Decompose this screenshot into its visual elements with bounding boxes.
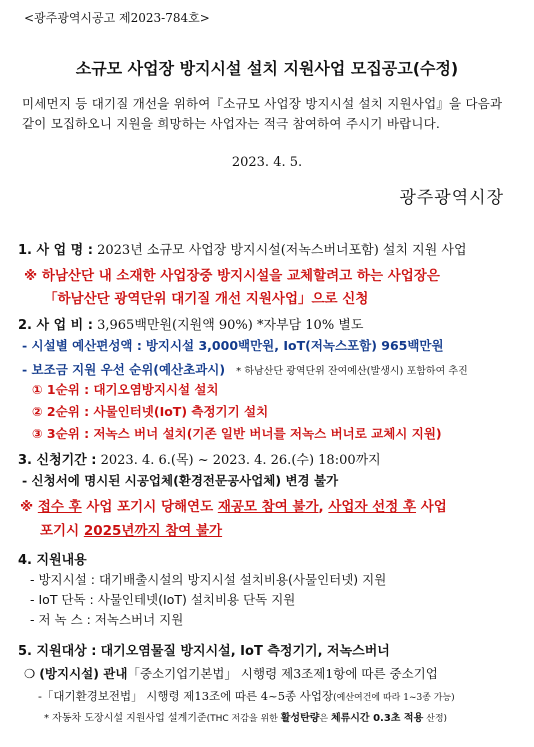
priority-label: - 보조금 지원 우선 순위(예산초과시): [22, 362, 226, 377]
priority-row: [22, 359, 468, 378]
section-2: [18, 314, 363, 333]
support-row-iot: [30, 590, 295, 608]
support-facility-value: 대기배출시설의 방지시설 설치비용(사물인터넷) 지원: [98, 572, 387, 587]
warning-2025-ban: 2025년까지 참여 불가: [83, 523, 223, 539]
notice-number: <광주광역시공고 제2023-784호>: [24, 11, 210, 25]
contractor-change-notice: - 신청서에 명시된 시공업체(환경전문공사업체) 변경 불가: [22, 473, 339, 488]
section-3: [18, 449, 381, 468]
intro-paragraph: 미세먼지 등 대기질 개선을 위하여『소규모 사업장 방지시설 설치 지원사업』을 다음과 같이 모집하오니 지원을 희망하는 사업자는 적극 참여하여 주시기 바랍니다.: [22, 96, 503, 131]
warning-mark: ※: [20, 499, 34, 515]
support-row-facility: [30, 570, 386, 588]
priority-rank-1: ① 1순위 : 대기오염방지시설 설치: [32, 382, 219, 397]
section-3-label: 3. 신청기간 :: [18, 453, 97, 468]
section-2-label: 2. 사 업 비 :: [18, 318, 93, 333]
budget-value: 방지시설 3,000백만원, IoT(저녹스포함) 965백만원: [145, 338, 444, 353]
priority-note: * 하남산단 광역단위 잔여예산(발생시) 포함하여 추진: [236, 366, 468, 377]
target-line-1: [24, 664, 438, 682]
hanam-notice-line1: ※ 하남산단 내 소재한 사업장중 방지시설을 교체할려고 하는 사업장은: [24, 268, 440, 284]
residence-time: 체류시간 0.3초 적용: [330, 713, 424, 724]
activated-carbon-amount: 활성탄량: [280, 713, 320, 724]
section-1-label: 1. 사 업 명 :: [18, 243, 93, 258]
section-5: [18, 640, 390, 659]
section-1: [18, 239, 467, 258]
warning-reapply-ban: 재공모 참여 불가: [217, 499, 319, 515]
warning-text-c: 사업: [416, 499, 447, 515]
target-line-3: [44, 709, 447, 724]
target-workplace-class: -「대기환경보전법」 시행령 제13조에 따른 4~5종 사업장: [38, 689, 334, 703]
warning-after-receipt: 접수 후: [37, 499, 82, 515]
target-class-note: (예산여건에 따라 1~3종 가능): [333, 693, 455, 703]
section-4-label: 4. 지원내용: [18, 553, 87, 568]
section-5-value: 대기오염물질 방지시설, IoT 측정기기, 저녹스버너: [100, 644, 390, 659]
section-5-label: 5. 지원대상 :: [18, 644, 97, 659]
section-1-value: 2023년 소규모 사업장 방지시설(저녹스버너포함) 설치 지원 사업: [97, 243, 467, 258]
paint-facility-text-d: 산정): [423, 714, 448, 724]
hanam-notice-line2: 「하남산단 광역단위 대기질 개선 지원사업」으로 신청: [44, 291, 369, 307]
support-facility-label: - 방지시설 :: [30, 572, 95, 587]
budget-label: - 시설별 예산편성액 :: [22, 338, 142, 353]
section-2-value: 3,965백만원(지원액 90%) *자부담 10% 별도: [97, 318, 364, 333]
target-facility-label: (방지시설) 관내: [39, 666, 128, 681]
paint-facility-text: * 자동차 도장시설 지원사업 설계기준: [44, 713, 207, 724]
support-lownox-label: - 저 녹 스 :: [30, 612, 91, 627]
page-title: 소규모 사업장 방지시설 설치 지원사업 모집공고(수정): [75, 59, 459, 78]
target-sme-text: 「중소기업기본법」 시행령 제3조제1항에 따른 중소기업: [127, 666, 438, 681]
support-iot-label: - IoT 단독 :: [30, 592, 94, 607]
support-row-lownox: [30, 610, 183, 628]
budget-row: [22, 336, 444, 354]
warning-text-b: ,: [318, 499, 329, 515]
bullet-icon: ❍: [24, 666, 36, 681]
withdrawal-warning-line2: [40, 519, 222, 539]
issuing-organization: 광주광역시장: [399, 188, 504, 208]
warning-after-selection: 사업자 선정 후: [328, 499, 417, 515]
paint-facility-text-b: (THC 저감을 위한: [206, 714, 281, 724]
warning-text-a: 사업 포기시 당해연도: [81, 499, 218, 515]
warning-text-d: 포기시: [40, 523, 84, 539]
target-line-2: [38, 688, 455, 704]
priority-rank-3: ③ 3순위 : 저녹스 버너 설치(기존 일반 버너를 저녹스 버너로 교체시 지원): [32, 426, 442, 441]
priority-rank-2: ② 2순위 : 사물인터넷(IoT) 측정기기 설치: [32, 404, 269, 419]
paint-facility-text-c: 은: [319, 714, 331, 724]
withdrawal-warning-line1: [20, 495, 447, 515]
support-lownox-value: 저녹스버너 지원: [94, 612, 184, 627]
support-iot-value: 사물인테넷(IoT) 설치비용 단독 지원: [97, 592, 296, 607]
announcement-date: 2023. 4. 5.: [231, 155, 303, 170]
section-3-value: 2023. 4. 6.(목) ~ 2023. 4. 26.(수) 18:00까지: [100, 453, 381, 468]
